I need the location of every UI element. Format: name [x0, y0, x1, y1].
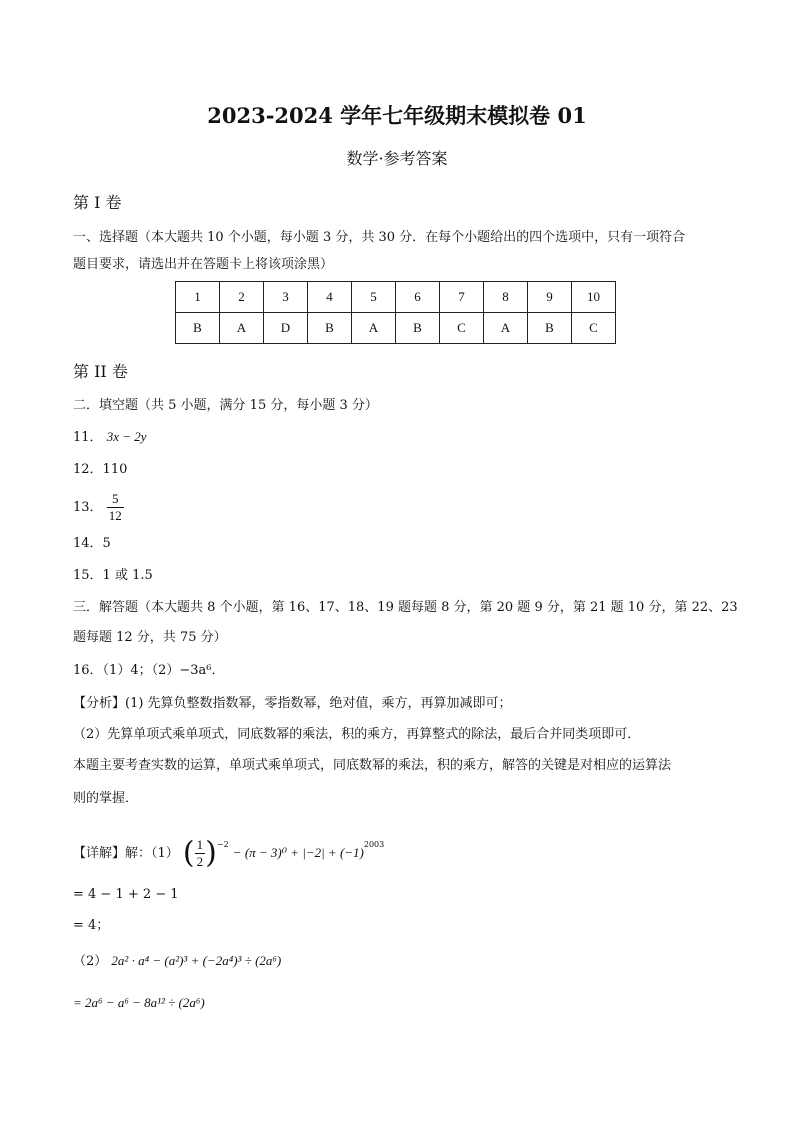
question-number-cell: 4	[308, 282, 352, 313]
answer-cell: C	[572, 313, 616, 344]
analysis-line3: 本题主要考查实数的运算，单项式乘单项式，同底数幂的乘法，积的乘方，解答的关键是对相应的运算法	[73, 758, 672, 773]
answer-cell: C	[440, 313, 484, 344]
q13-fraction	[107, 491, 124, 524]
answer-cell: B	[528, 313, 572, 344]
part2-expression: 2a² · a⁴ − (a²)³ + (−2a⁴)³ ÷ (2a⁶)	[111, 953, 282, 968]
q12-answer: 12．110	[73, 462, 128, 477]
detail-line	[73, 828, 384, 871]
analysis-line1: 【分析】(1) 先算负整数指数幂，零指数幂，绝对值，乘方，再算加减即可；	[73, 696, 512, 711]
q13-label: 13．	[73, 500, 103, 515]
question-number-cell: 1	[176, 282, 220, 313]
choice-section-line1: 一、选择题（本大题共 10 个小题，每小题 3 分，共 30 分．在每个小题给出的四个选项中，只有一项符合	[73, 230, 686, 245]
left-paren: (	[182, 835, 195, 871]
question-number-cell: 2	[220, 282, 264, 313]
part2-heading: 第 II 卷	[73, 362, 128, 381]
right-paren: )	[205, 835, 217, 871]
question-number-cell: 6	[396, 282, 440, 313]
q13-denominator: 12	[108, 508, 122, 523]
page-subtitle: 数学·参考答案	[346, 149, 448, 168]
q13-numerator: 5	[107, 491, 124, 508]
part1-heading: 第 I 卷	[73, 193, 122, 212]
detail-fraction-numerator: 1	[196, 837, 204, 852]
fill-section-heading: 二．填空题（共 5 小题，满分 15 分，每小题 3 分）	[73, 398, 378, 413]
q13-answer	[73, 491, 124, 524]
answer-cell: A	[352, 313, 396, 344]
q11-label: 11．	[73, 430, 103, 445]
question-number-cell: 5	[352, 282, 396, 313]
part2-step1-expression: = 2a⁶ − a⁶ − 8a¹² ÷ (2a⁶)	[73, 995, 205, 1010]
answer-table-answers-row	[176, 313, 616, 344]
detail-label: 【详解】解：（1）	[73, 846, 179, 861]
detail-fraction	[195, 837, 206, 870]
answer-cell: A	[484, 313, 528, 344]
question-number-cell: 7	[440, 282, 484, 313]
question-number-cell: 10	[572, 282, 616, 313]
answer-cell: B	[396, 313, 440, 344]
analysis-line2: （2）先算单项式乘单项式，同底数幂的乘法，积的乘方，再算整式的除法，最后合并同类项即可．	[73, 727, 641, 742]
part2-step1	[73, 994, 205, 1013]
part2-label: （2）	[73, 954, 108, 969]
solve-section-line2: 题每题 12 分，共 75 分）	[73, 630, 227, 645]
choice-section-line2: 题目要求，请选出并在答题卡上将该项涂黑）	[73, 257, 334, 272]
detail-fraction-denominator: 2	[196, 854, 204, 869]
answer-cell: A	[220, 313, 264, 344]
detail-expression: − (π − 3)⁰ + |−2| + (−1)	[232, 845, 364, 860]
q11-expression: 3x − 2y	[106, 429, 147, 444]
q16-answer-line: 16．（1）4；（2）−3a⁶．	[73, 663, 225, 678]
answer-cell: D	[264, 313, 308, 344]
answer-cell: B	[176, 313, 220, 344]
question-number-cell: 8	[484, 282, 528, 313]
answer-cell: B	[308, 313, 352, 344]
solve-section-line1: 三．解答题（本大题共 8 个小题，第 16、17、18、19 题每题 8 分，第 20 题 9 分，第 21 题 10 分，第 22、23	[73, 600, 738, 615]
page-title: 2023-2024 学年七年级期末模拟卷 01	[207, 103, 587, 128]
step2: = 4；	[73, 918, 110, 933]
step1: = 4 − 1 + 2 − 1	[73, 887, 179, 902]
part2-expression-line	[73, 952, 281, 971]
question-number-cell: 9	[528, 282, 572, 313]
answer-table-numbers-row	[176, 282, 616, 313]
q14-answer: 14．5	[73, 536, 111, 551]
question-number-cell: 3	[264, 282, 308, 313]
analysis-line4: 则的掌握．	[73, 791, 139, 806]
q15-answer: 15．1 或 1.5	[73, 568, 153, 583]
detail-exponent-2003: 2003	[363, 840, 385, 849]
answer-table	[175, 281, 616, 344]
detail-exponent-neg2: −2	[216, 840, 229, 849]
q11-answer	[73, 428, 147, 447]
